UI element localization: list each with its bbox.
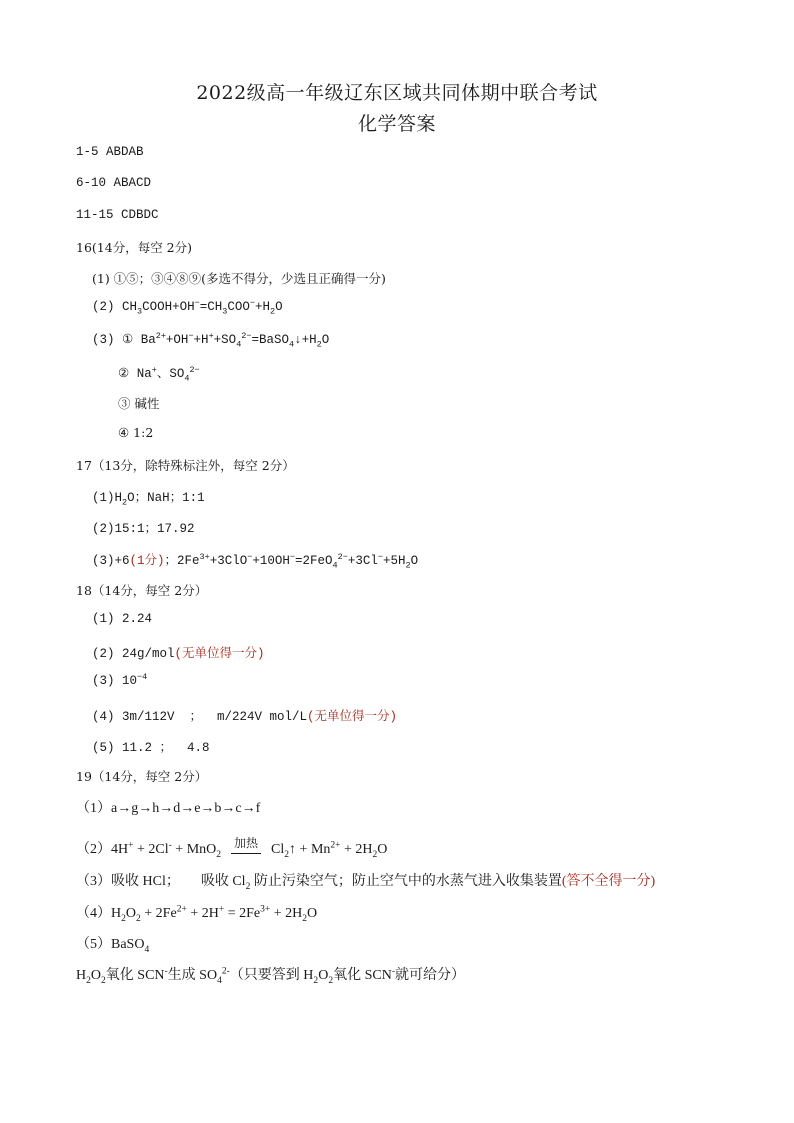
q18-part2-note: (无单位得一分) xyxy=(174,647,265,661)
q16-part2: (2) $CH_3COOH+OH^-=CH_3COO^-+H_2O$ xyxy=(92,297,283,317)
q19-part5-explanation: $H_2O_2$氧化 SCN-生成 $SO_4^{2-}$（只要答到 $H_2O_2$氧化 SCN-就可给分） xyxy=(76,966,465,986)
q16-part3-3: ③ 碱性 xyxy=(118,396,160,411)
q19-part3-note: (答不全得一分) xyxy=(561,874,656,889)
q17-part3-note: (1分) xyxy=(129,554,165,568)
q16-header: 16(14分，每空 2分) xyxy=(76,240,192,255)
q19-part1: （1）a→g→h→d→e→b→c→f xyxy=(76,801,261,816)
q17-header: 17（13分，除特殊标注外，每空 2分） xyxy=(76,458,295,473)
q19-header: 19（14分，每空 2分） xyxy=(76,769,208,784)
mc-answers-6-10: 6-10 ABACD xyxy=(76,176,152,190)
q18-part4-note: (无单位得一分) xyxy=(307,710,398,724)
q17-part2: (2)15:1；17.92 xyxy=(92,522,195,536)
q17-part3: (3)+6(1分)；$2Fe^{3+}+3ClO^-+10OH^-=2FeO_4^{2-}+3Cl^-+5H_2O$ xyxy=(92,551,419,571)
q16-part3-2: ② Na+、$SO_4^{2-}$ xyxy=(118,364,200,384)
q19-part3: （3）吸收 HCl； 吸收 $Cl_2$ 防止污染空气；防止空气中的水蒸气进入收集装置(答不全得一分) xyxy=(76,874,656,892)
q19-part2: （2）4H+ + 2Cl- + MnO$_2$加热 $Cl_2↑ + Mn^{2+} + 2H_2O$ xyxy=(76,836,388,860)
q16-part3: (3) ① $Ba^{2+}+OH^-+H^++SO_4^{2-}=BaSO_4↓+H_2O$ xyxy=(92,330,330,350)
heating-condition-label: 加热 xyxy=(231,834,261,854)
q19-part4: $(4)H_2O_2 + 2Fe^{2+} + 2H^+ = 2Fe^{3+} + 2H_2O$ xyxy=(76,904,318,924)
q18-part1: (1) 2.24 xyxy=(92,612,153,626)
q17-part1: $(1)H_2O$；NaH；1:1 xyxy=(92,491,205,508)
q16-part3-4: ④ 1:2 xyxy=(118,425,154,440)
q18-part5: (5) 11.2 ； 4.8 xyxy=(92,741,210,755)
q18-part4: (4) 3m/112V ； m/224V mol/L(无单位得一分) xyxy=(92,710,398,724)
q18-header: 18（14分，每空 2分） xyxy=(76,583,208,598)
mc-answers-1-5: 1-5 ABDAB xyxy=(76,145,144,159)
q16-part1: (1) ①⑤；③④⑧⑨(多选不得分，少选且正确得一分) xyxy=(92,271,386,286)
page-title: 2022级高一年级辽东区域共同体期中联合考试 xyxy=(196,82,598,104)
q18-part3: (3) $10^{-4}$ xyxy=(92,671,148,688)
mc-answers-11-15: 11-15 CDBDC xyxy=(76,208,159,222)
q18-part2: (2) 24g/mol(无单位得一分) xyxy=(92,647,265,661)
q19-part5: （5）BaSO$_4$ xyxy=(76,937,150,955)
page-subtitle: 化学答案 xyxy=(357,113,436,135)
